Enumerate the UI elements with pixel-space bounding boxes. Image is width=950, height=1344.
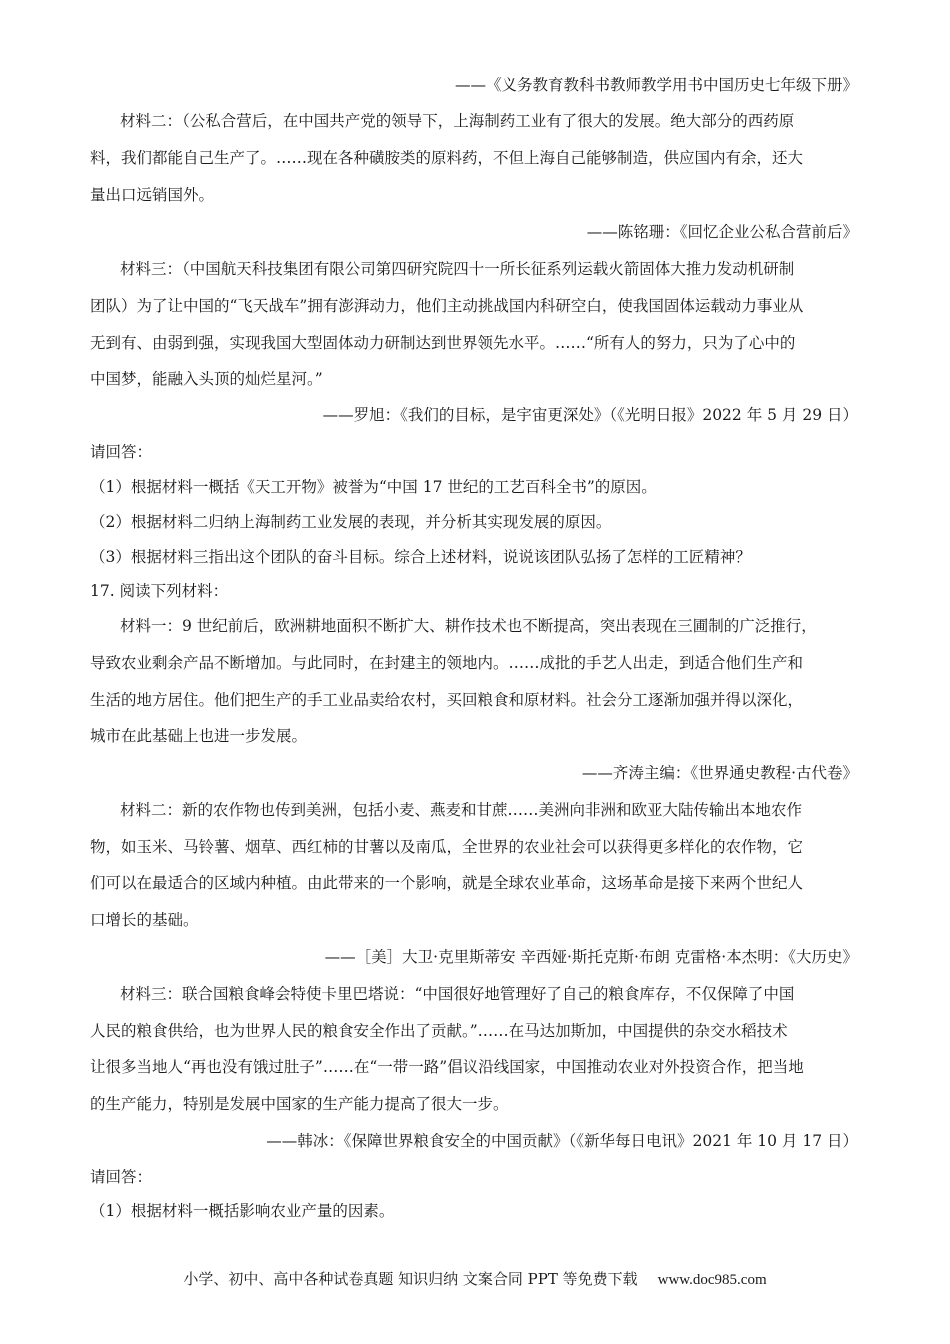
material-text-line: 让很多当地人“再也没有饿过肚子”……在“一带一路”倡议沿线国家，中国推动农业对外投资合作，把当地 <box>90 1058 804 1076</box>
question-item: （2）根据材料二归纳上海制药工业发展的表现，并分析其实现发展的原因。 <box>90 513 612 531</box>
material-text-line: 无到有、由弱到强，实现我国大型固体动力研制达到世界领先水平。……“所有人的努力，只为了心中的 <box>90 334 796 352</box>
material-text-line: 口增长的基础。 <box>90 911 199 929</box>
source-citation: ——韩冰：《保障世界粮食安全的中国贡献》（《新华每日电讯》2021 年 10 月 17 日） <box>266 1132 858 1150</box>
question-item: （3）根据材料三指出这个团队的奋斗目标。综合上述材料，说说该团队弘扬了怎样的工匠精神？ <box>90 548 751 566</box>
question-item: （1）根据材料一概括《天工开物》被誉为“中国 17 世纪的工艺百科全书”的原因。 <box>90 478 657 496</box>
source-citation: ——齐涛主编：《世界通史教程·古代卷》 <box>581 764 858 782</box>
footer-link[interactable]: www.doc985.com <box>657 1272 767 1288</box>
material-text-line: 材料一：9 世纪前后，欧洲耕地面积不断扩大、耕作技术也不断提高，突出表现在三圃制的广泛推行， <box>120 617 817 635</box>
material-text-line: 物，如玉米、马铃薯、烟草、西红柿的甘薯以及南瓜，全世界的农业社会可以获得更多样化的农作物，它 <box>90 838 804 856</box>
question-item: （1）根据材料一概括影响农业产量的因素。 <box>90 1202 395 1220</box>
question-heading: 17. 阅读下列材料： <box>90 582 229 600</box>
page-footer <box>0 1268 950 1291</box>
material-text-line: 料，我们都能自己生产了。……现在各种磺胺类的原料药，不但上海自己能够制造，供应国内有余，还大 <box>90 149 804 167</box>
answer-prompt: 请回答： <box>90 443 153 461</box>
source-citation: ——罗旭：《我们的目标，是宇宙更深处》（《光明日报》2022 年 5 月 29 日） <box>322 406 858 424</box>
material-text-line: 团队）为了让中国的“飞天战车”拥有澎湃动力，他们主动挑战国内科研空白，使我国固体运载动力事业从 <box>90 297 804 315</box>
material-text-line: 材料三：联合国粮食峰会特使卡里巴塔说：“中国很好地管理好了自己的粮食库存，不仅保障了中国 <box>120 985 795 1003</box>
material-text-line: 城市在此基础上也进一步发展。 <box>90 727 308 745</box>
material-text-line: 量出口远销国外。 <box>90 186 215 204</box>
material-text-line: 材料三：（中国航天科技集团有限公司第四研究院四十一所长征系列运载火箭固体大推力发动机研制 <box>120 260 795 278</box>
answer-prompt: 请回答： <box>90 1168 153 1186</box>
source-citation: ——陈铭珊：《回忆企业公私合营前后》 <box>586 223 858 241</box>
material-text-line: 的生产能力，特别是发展中国家的生产能力提高了很大一步。 <box>90 1095 509 1113</box>
material-text-line: 人民的粮食供给，也为世界人民的粮食安全作出了贡献。”……在马达加斯加，中国提供的杂交水稻技术 <box>90 1022 788 1040</box>
material-text-line: 们可以在最适合的区域内种植。由此带来的一个影响，就是全球农业革命，这场革命是接下来两个世纪人 <box>90 874 804 892</box>
source-citation: ——《义务教育教科书教师教学用书中国历史七年级下册》 <box>454 76 858 94</box>
material-text-line: 材料二：新的农作物也传到美洲，包括小麦、燕麦和甘蔗……美洲向非洲和欧亚大陆传输出本地农作 <box>120 801 803 819</box>
material-text-line: 材料二：（公私合营后，在中国共产党的领导下，上海制药工业有了很大的发展。绝大部分的西药原 <box>120 112 795 130</box>
footer-text: 小学、初中、高中各种试卷真题 知识归纳 文案合同 PPT 等免费下载 <box>183 1270 638 1288</box>
source-citation: ——［美］大卫·克里斯蒂安 辛西娅·斯托克斯·布朗 克雷格·本杰明：《大历史》 <box>324 948 858 966</box>
material-text-line: 生活的地方居住。他们把生产的手工业品卖给农村，买回粮食和原材料。社会分工逐渐加强并得以深化， <box>90 691 804 709</box>
material-text-line: 中国梦，能融入头顶的灿烂星河。” <box>90 370 323 388</box>
material-text-line: 导致农业剩余产品不断增加。与此同时，在封建主的领地内。……成批的手艺人出走，到适合他们生产和 <box>90 654 804 672</box>
